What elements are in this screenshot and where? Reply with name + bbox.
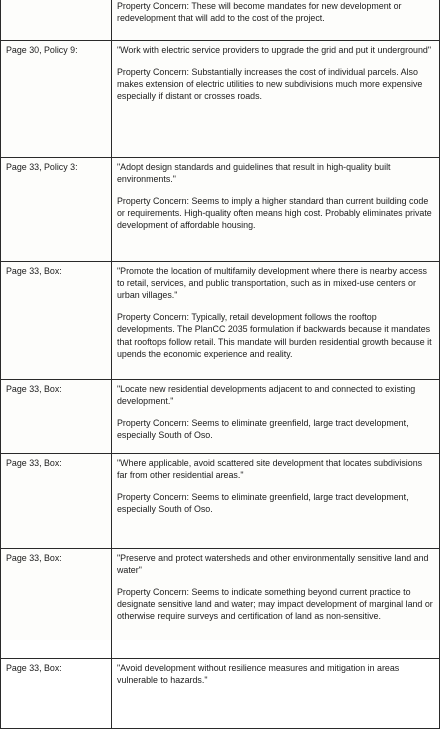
policy-text-cell (112, 659, 440, 729)
property-concern-text: Property Concern: Seems to imply a higher standard than current building code or requirements. High-quality often means high cost. Probably eliminates private development of affordable housing. (117, 196, 432, 231)
property-concern-text: Property Concern: Substantially increases the cost of individual parcels. Also makes extension of electric utilities to new subdivisions much more expensive especially if distant or crosses roads. (117, 67, 423, 102)
table-row (1, 0, 440, 41)
table-row (1, 454, 440, 549)
policy-reference: Page 33, Box: (1, 549, 112, 659)
property-concern-text: Property Concern: Seems to eliminate greenfield, large tract development, especially South of Oso. (117, 492, 409, 515)
policy-text-cell (112, 262, 440, 380)
table-row (1, 549, 440, 659)
policy-quote-text: "Adopt design standards and guidelines that result in high-quality built environments." (117, 162, 391, 185)
property-concern-text: Property Concern: These will become mandates for new development or redevelopment that will add to the cost of the project. (117, 1, 402, 24)
policy-text-cell (112, 380, 440, 454)
policy-text-cell (112, 158, 440, 262)
policy-reference: Page 33, Policy 3: (1, 158, 112, 262)
property-concern-text: Property Concern: Seems to eliminate greenfield, large tract development, especially South of Oso. (117, 418, 409, 441)
policy-text-cell (112, 549, 440, 659)
policy-text-cell (112, 0, 440, 41)
table-row (1, 41, 440, 158)
policy-reference: Page 33, Box: (1, 454, 112, 549)
policy-quote-text: "Locate new residential developments adjacent to and connected to existing development." (117, 384, 416, 407)
policy-reference: Page 33, Box: (1, 380, 112, 454)
table-row (1, 380, 440, 454)
policy-text-cell (112, 41, 440, 158)
policy-reference: Page 30, Policy 9: (1, 41, 112, 158)
policy-reference: Page 33, Box: (1, 659, 112, 729)
policy-quote-text: "Promote the location of multifamily development where there is nearby access to retail, services, and public transportation, such as in mixed-use centers or urban villages." (117, 266, 427, 301)
table-row (1, 659, 440, 729)
property-concern-text: Property Concern: Seems to indicate something beyond current practice to designate sensitive land and water; may impact development of marginal land or otherwise require surveys and certification of land as non-sensitive. (117, 587, 433, 622)
property-concern-text: Property Concern: Typically, retail development follows the rooftop developments. The PlanCC 2035 formulation if backwards because it mandates that rooftops follow retail. This mandate will burden residential growth because it upends the economic experience and reality. (117, 312, 432, 359)
policy-quote-text: "Where applicable, avoid scattered site development that locates subdivisions far from other residential areas." (117, 458, 423, 481)
policy-text-cell (112, 454, 440, 549)
policy-quote-text: "Work with electric service providers to upgrade the grid and put it underground" (117, 45, 431, 55)
policy-quote-text: "Avoid development without resilience measures and mitigation in areas vulnerable to hazards." (117, 663, 400, 686)
policy-quote-text: "Preserve and protect watersheds and other environmentally sensitive land and water" (117, 553, 429, 576)
table-row (1, 262, 440, 380)
policy-reference (1, 0, 112, 41)
policy-reference: Page 33, Box: (1, 262, 112, 380)
table-row (1, 158, 440, 262)
